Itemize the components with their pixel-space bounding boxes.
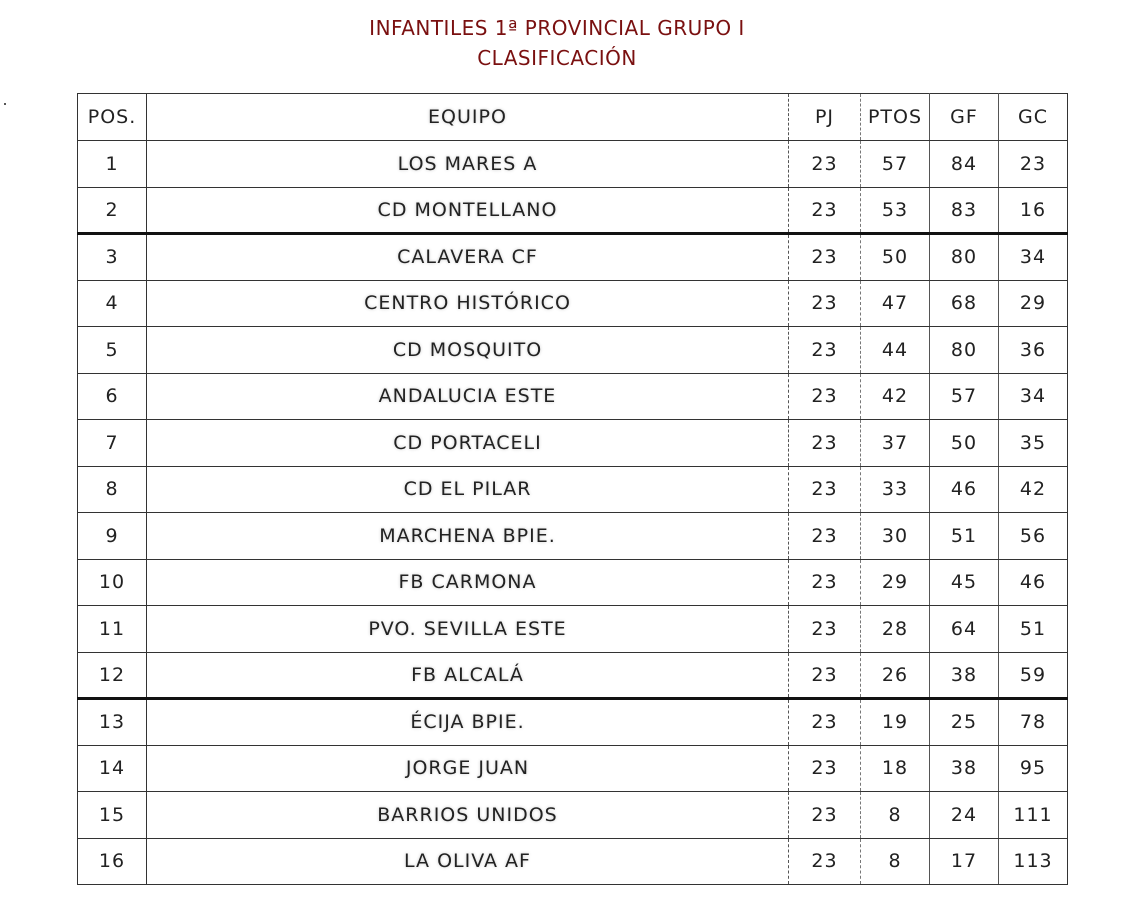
standings-table xyxy=(77,93,1068,885)
cell-ptos: 18 xyxy=(861,745,930,792)
cell-pj: 23 xyxy=(789,373,861,420)
cell-pos: 15 xyxy=(78,792,147,839)
cell-team: CD EL PILAR xyxy=(147,466,789,513)
cell-gc: 34 xyxy=(999,373,1068,420)
cell-pos: 5 xyxy=(78,327,147,374)
header-ptos: PTOS xyxy=(861,94,930,141)
cell-pj: 23 xyxy=(789,187,861,234)
table-row xyxy=(78,513,1068,560)
cell-team: BARRIOS UNIDOS xyxy=(147,792,789,839)
table-row xyxy=(78,373,1068,420)
cell-team: FB CARMONA xyxy=(147,559,789,606)
cell-gf: 25 xyxy=(930,699,999,746)
cell-ptos: 47 xyxy=(861,280,930,327)
table-row xyxy=(78,327,1068,374)
cell-gc: 42 xyxy=(999,466,1068,513)
cell-gf: 46 xyxy=(930,466,999,513)
cell-pj: 23 xyxy=(789,327,861,374)
cell-gf: 64 xyxy=(930,606,999,653)
cell-ptos: 37 xyxy=(861,420,930,467)
cell-ptos: 26 xyxy=(861,652,930,699)
cell-pj: 23 xyxy=(789,745,861,792)
cell-gf: 38 xyxy=(930,652,999,699)
cell-gf: 24 xyxy=(930,792,999,839)
cell-ptos: 57 xyxy=(861,141,930,188)
cell-team: CENTRO HISTÓRICO xyxy=(147,280,789,327)
cell-pos: 6 xyxy=(78,373,147,420)
cell-pj: 23 xyxy=(789,606,861,653)
cell-pos: 13 xyxy=(78,699,147,746)
page-title: INFANTILES 1ª PROVINCIAL GRUPO I xyxy=(369,16,745,40)
cell-pos: 14 xyxy=(78,745,147,792)
table-row xyxy=(78,838,1068,885)
cell-gc: 46 xyxy=(999,559,1068,606)
cell-ptos: 50 xyxy=(861,234,930,281)
cell-gc: 95 xyxy=(999,745,1068,792)
cell-gc: 78 xyxy=(999,699,1068,746)
cell-pj: 23 xyxy=(789,280,861,327)
cell-gc: 23 xyxy=(999,141,1068,188)
table-row xyxy=(78,652,1068,699)
cell-team: JORGE JUAN xyxy=(147,745,789,792)
cell-gc: 51 xyxy=(999,606,1068,653)
cell-gc: 35 xyxy=(999,420,1068,467)
cell-pj: 23 xyxy=(789,466,861,513)
table-row xyxy=(78,234,1068,281)
cell-gf: 83 xyxy=(930,187,999,234)
cell-ptos: 28 xyxy=(861,606,930,653)
cell-ptos: 8 xyxy=(861,792,930,839)
cell-gc: 59 xyxy=(999,652,1068,699)
cell-team: FB ALCALÁ xyxy=(147,652,789,699)
cell-team: MARCHENA BPIE. xyxy=(147,513,789,560)
cell-gf: 68 xyxy=(930,280,999,327)
table-row xyxy=(78,699,1068,746)
cell-pj: 23 xyxy=(789,513,861,560)
cell-pj: 23 xyxy=(789,652,861,699)
cell-gc: 16 xyxy=(999,187,1068,234)
cell-pj: 23 xyxy=(789,234,861,281)
cell-team: CD MOSQUITO xyxy=(147,327,789,374)
stray-dot xyxy=(4,103,6,105)
header-pj: PJ xyxy=(789,94,861,141)
cell-pj: 23 xyxy=(789,141,861,188)
cell-pos: 8 xyxy=(78,466,147,513)
cell-ptos: 8 xyxy=(861,838,930,885)
cell-pos: 1 xyxy=(78,141,147,188)
header-team: EQUIPO xyxy=(147,94,789,141)
cell-team: CD MONTELLANO xyxy=(147,187,789,234)
cell-pj: 23 xyxy=(789,420,861,467)
cell-gc: 113 xyxy=(999,838,1068,885)
cell-ptos: 19 xyxy=(861,699,930,746)
table-row xyxy=(78,280,1068,327)
cell-pos: 7 xyxy=(78,420,147,467)
cell-ptos: 33 xyxy=(861,466,930,513)
cell-gf: 38 xyxy=(930,745,999,792)
table-row xyxy=(78,745,1068,792)
cell-pj: 23 xyxy=(789,559,861,606)
table-row xyxy=(78,187,1068,234)
cell-gc: 34 xyxy=(999,234,1068,281)
header-gf: GF xyxy=(930,94,999,141)
cell-gf: 57 xyxy=(930,373,999,420)
cell-team: ANDALUCIA ESTE xyxy=(147,373,789,420)
header-pos: POS. xyxy=(78,94,147,141)
header-gc: GC xyxy=(999,94,1068,141)
cell-gc: 36 xyxy=(999,327,1068,374)
table-row xyxy=(78,792,1068,839)
cell-pos: 4 xyxy=(78,280,147,327)
cell-team: CD PORTACELI xyxy=(147,420,789,467)
table-row xyxy=(78,606,1068,653)
cell-team: LA OLIVA AF xyxy=(147,838,789,885)
cell-ptos: 30 xyxy=(861,513,930,560)
cell-pos: 9 xyxy=(78,513,147,560)
cell-gc: 111 xyxy=(999,792,1068,839)
cell-ptos: 53 xyxy=(861,187,930,234)
cell-gf: 17 xyxy=(930,838,999,885)
cell-gf: 80 xyxy=(930,327,999,374)
cell-pos: 11 xyxy=(78,606,147,653)
cell-pos: 2 xyxy=(78,187,147,234)
cell-pos: 16 xyxy=(78,838,147,885)
cell-gf: 50 xyxy=(930,420,999,467)
cell-pos: 12 xyxy=(78,652,147,699)
cell-pos: 3 xyxy=(78,234,147,281)
cell-team: LOS MARES A xyxy=(147,141,789,188)
cell-team: ÉCIJA BPIE. xyxy=(147,699,789,746)
cell-team: PVO. SEVILLA ESTE xyxy=(147,606,789,653)
cell-gf: 80 xyxy=(930,234,999,281)
cell-gf: 51 xyxy=(930,513,999,560)
standings-body xyxy=(78,141,1068,885)
cell-gf: 84 xyxy=(930,141,999,188)
cell-ptos: 29 xyxy=(861,559,930,606)
page-subtitle: CLASIFICACIÓN xyxy=(477,46,637,70)
header-row xyxy=(78,94,1068,141)
cell-ptos: 44 xyxy=(861,327,930,374)
cell-gc: 29 xyxy=(999,280,1068,327)
cell-pj: 23 xyxy=(789,699,861,746)
cell-ptos: 42 xyxy=(861,373,930,420)
cell-pj: 23 xyxy=(789,792,861,839)
cell-team: CALAVERA CF xyxy=(147,234,789,281)
cell-pj: 23 xyxy=(789,838,861,885)
table-row xyxy=(78,141,1068,188)
cell-pos: 10 xyxy=(78,559,147,606)
cell-gf: 45 xyxy=(930,559,999,606)
table-row xyxy=(78,420,1068,467)
table-row xyxy=(78,466,1068,513)
cell-gc: 56 xyxy=(999,513,1068,560)
table-row xyxy=(78,559,1068,606)
